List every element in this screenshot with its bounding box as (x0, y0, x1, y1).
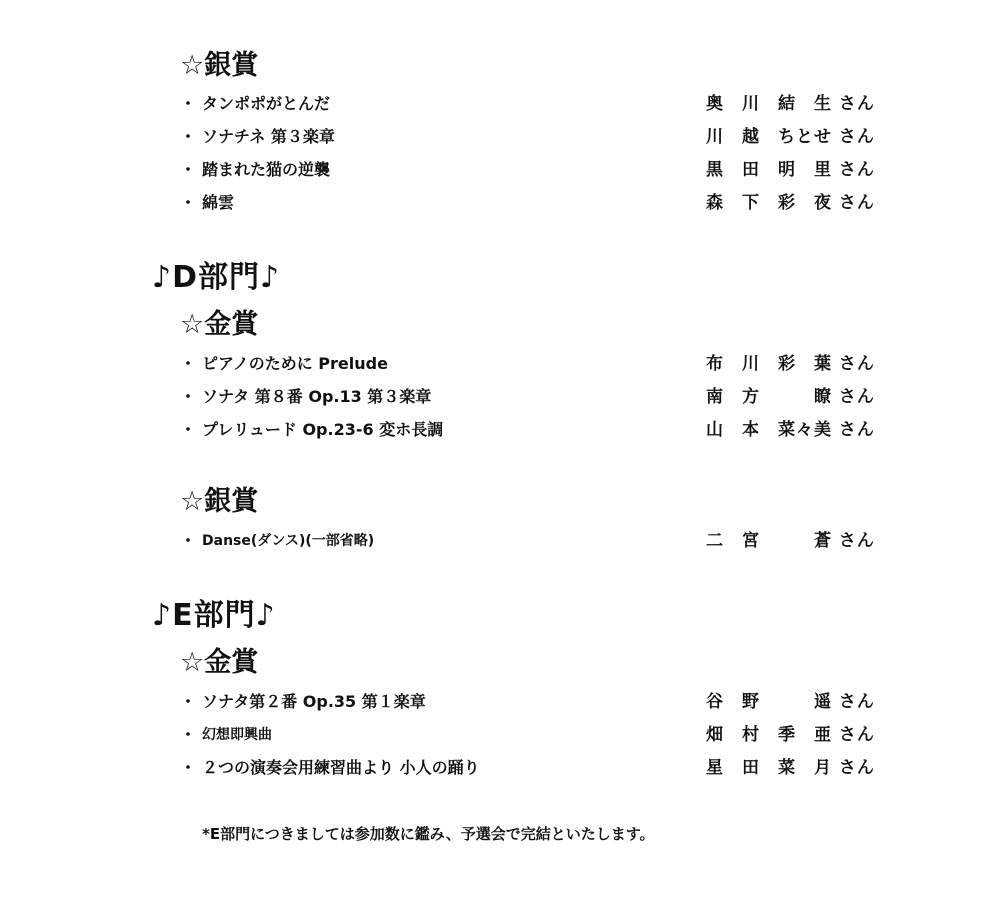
bullet: ・ (180, 387, 197, 406)
performer-name: 山 本 菜々美 さん (706, 420, 875, 440)
piece-title: 踏まれた猫の逆襲 (202, 160, 331, 179)
bullet: ・ (180, 692, 197, 711)
performer-name: 黒 田 明 里 さん (706, 160, 875, 180)
list-item (180, 157, 900, 183)
bullet: ・ (180, 354, 197, 373)
performer-name: 布 川 彩 葉 さん (706, 354, 875, 374)
bullet: ・ (180, 160, 197, 179)
piece-title: ソナタ第２番 Op.35 第１楽章 (202, 692, 426, 711)
award-heading-silver: ☆銀賞 (180, 486, 259, 517)
performer-name: 川 越 ちとせ さん (706, 127, 875, 147)
performer-name: 畑 村 季 亜 さん (706, 725, 875, 745)
award-heading-gold: ☆金賞 (180, 647, 259, 678)
award-heading-gold: ☆金賞 (180, 309, 259, 340)
performer-name: 森 下 彩 夜 さん (706, 193, 875, 213)
list-item (180, 722, 900, 748)
list-item (180, 351, 900, 377)
bullet: ・ (180, 725, 197, 744)
list-item (180, 384, 900, 410)
piece-title: プレリュード Op.23-6 変ホ長調 (202, 420, 444, 439)
piece-title: ソナチネ 第３楽章 (202, 127, 335, 146)
list-item (180, 190, 900, 216)
bullet: ・ (180, 531, 197, 550)
performer-name: 奥 川 結 生 さん (706, 94, 875, 114)
list-item (180, 755, 900, 781)
division-heading-d: ♪D部門♪ (152, 260, 281, 295)
performer-name: 二 宮 蒼 さん (706, 531, 875, 551)
bullet: ・ (180, 758, 197, 777)
award-heading-silver: ☆銀賞 (180, 50, 259, 81)
piece-title: 幻想即興曲 (202, 727, 272, 743)
list-item (180, 91, 900, 117)
piece-title: タンポポがとんだ (202, 94, 331, 113)
piece-title: ２つの演奏会用練習曲より 小人の踊り (202, 758, 480, 777)
performer-name: 星 田 菜 月 さん (706, 758, 875, 778)
performer-name: 南 方 瞭 さん (706, 387, 875, 407)
footnote: *E部門につきましては参加数に鑑み、予選会で完結といたします。 (202, 825, 655, 843)
list-item (180, 689, 900, 715)
piece-title: Danse(ダンス)(一部省略) (202, 533, 375, 549)
piece-title: ピアノのために Prelude (202, 354, 388, 373)
bullet: ・ (180, 94, 197, 113)
performer-name: 谷 野 遥 さん (706, 692, 875, 712)
division-heading-e: ♪E部門♪ (152, 598, 276, 633)
list-item (180, 124, 900, 150)
bullet: ・ (180, 127, 197, 146)
list-item (180, 528, 900, 554)
piece-title: 綿雲 (202, 193, 235, 212)
list-item (180, 417, 900, 443)
bullet: ・ (180, 420, 197, 439)
bullet: ・ (180, 193, 197, 212)
piece-title: ソナタ 第８番 Op.13 第３楽章 (202, 387, 432, 406)
